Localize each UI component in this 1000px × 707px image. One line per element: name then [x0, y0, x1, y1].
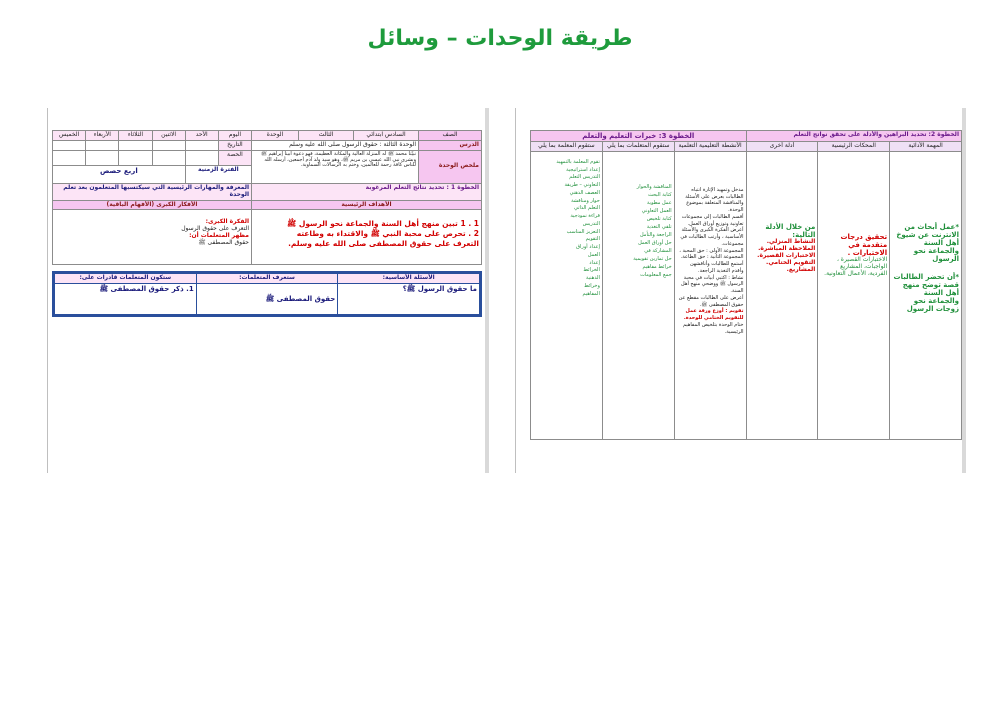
activity-0: مدخل وتمهيد الإثارة انتباه الطالبات بعرض على الأسئلة والمناقشة المتعلقة بموضوع الوحدة.	[685, 186, 744, 214]
activity-6: أعرض على الطالبات مقطع عن حقوق المصطفى ﷺ.	[678, 294, 744, 308]
criteria-cell	[818, 151, 890, 439]
learners-know-label: ستعرف المتعلمات:	[196, 274, 338, 284]
task-1: *عمل أبحاث من الانترنت عن شيوخ أهل السنة والجماعة نحو الرسول	[896, 222, 959, 264]
teacher-12: العمل	[587, 251, 600, 258]
evidence-0: النشاط المنزلي.	[766, 238, 816, 246]
header-activities: الأنشطة التعليمية التعلمية	[674, 142, 746, 152]
learner-7: حل أوراق العمل	[638, 239, 672, 246]
header-criteria: المحكات الرئيسية	[818, 142, 890, 152]
duration-label: الفترة الزمنية	[185, 166, 251, 183]
day-0: اليوم	[218, 131, 251, 141]
summary-text: نبيّنا محمد ﷺ له المنزلة العالية والمكانة العظيمة، فهو دعوة أبينا إبراهيم ﷺ وبشرى نبي الله عيسى بن مريم ﷺ، وهو سيد ولد آدم أجمعين، أرسله الله للناس كافة رحمة للعالمين، وختم به الرسالات السماوية.	[252, 150, 419, 183]
teacher-5: حوار ومناقشة	[571, 197, 600, 204]
period-label: الحصة	[218, 150, 251, 166]
day-2: الاثنين	[152, 131, 185, 141]
learner-0: المناقشة والحوار	[636, 183, 672, 190]
misconception-title: مظهر المتعلمات أن:	[189, 232, 249, 240]
class-label: الصف	[419, 131, 482, 141]
activity-8: ختام الوحدة بتلخيص المفاهيم الرئيسية.	[682, 321, 744, 335]
learners-cell	[602, 151, 674, 439]
week-label: الوحدة	[252, 131, 299, 141]
learner-9: حل تمارين تقويمية	[633, 255, 672, 262]
teacher-11: إعداد أوراق	[576, 244, 600, 251]
header-task: المهمة الأدائية	[890, 142, 962, 152]
teacher-16: وخرائط	[584, 282, 600, 289]
header-evidence: أدلة أخرى	[746, 142, 818, 152]
essential-questions-label: الأسئلة الأساسية:	[338, 274, 480, 284]
activity-4: أستمع للطالبات وأناقشهن وأقدم التغذية الراجعة.	[689, 261, 744, 274]
teacher-4: العصف الذهني	[569, 189, 600, 196]
teacher-1: إعداد استراتيجية	[566, 166, 600, 173]
goal-3: التعرف على حقوق المصطفى صلى الله عليه وسلم.	[288, 238, 479, 248]
left-sheet	[52, 130, 482, 317]
learner-6: الراجعة والتأمل	[640, 231, 672, 238]
evidence-cell	[746, 151, 818, 439]
learner-1: كتابة البحث	[648, 191, 672, 198]
teacher-13: إعداد	[589, 259, 600, 266]
learners-able-label: ستكون المتعلمات قادرات على:	[55, 274, 197, 284]
step3-label: الخطوة 3: خبرات التعليم والتعلم	[531, 131, 747, 142]
teacher-9: التعزيز المناسب	[566, 228, 600, 235]
learner-8: المشاركة في	[644, 247, 672, 254]
criteria-3: الفردية، الأعمال التعاونية.	[824, 269, 888, 277]
teacher-6: التعلم الذاتي	[573, 205, 600, 212]
summary-label: ملخص الوحدة	[419, 150, 482, 183]
learner-5: تلقي التغذية	[646, 223, 672, 230]
evidence-4: المشاريع.	[786, 265, 816, 273]
step2-label: الخطوة 2: تحديد البراهين والأدلة على تحقق نواتج التعلم	[746, 131, 961, 142]
criteria-2: الاختبارات القصيرة ، الواجبات، المشاريع	[836, 256, 888, 270]
right-table	[530, 130, 962, 440]
activity-1: أقسم الطالبات إلى مجموعات تعاونية وتوزيع أوراق العمل.	[681, 213, 744, 227]
left-page-shadow	[485, 108, 489, 473]
page-title: طريقة الوحدات – وسائل	[367, 26, 633, 51]
learner-4: كتابة تلخيص	[646, 215, 672, 222]
activity-3: المجموعة الأولى : حق المحبة ، المجموعة الثانية : حق الطاعة.	[679, 247, 744, 261]
class-value: السادس ابتدائي	[354, 131, 419, 141]
task-cell	[890, 151, 962, 439]
activities-cell	[674, 151, 746, 439]
evidence-3: التقويم الختامي.	[766, 258, 816, 266]
big-idea-text: التعرف على حقوق الرسول	[181, 225, 249, 233]
day-3: الثلاثاء	[119, 131, 152, 141]
teacher-14: الخرائط	[583, 267, 600, 274]
evidence-head: من خلال الأدلة التالية:	[765, 222, 816, 239]
lesson-label: الدرس	[419, 140, 482, 150]
learner-10: خرائط مفاهيم	[642, 263, 672, 270]
day-1: الأحد	[185, 131, 218, 141]
teacher-17: المفاهيم	[582, 290, 600, 297]
questions-table	[54, 273, 480, 315]
know-cell: حقوق المصطفى ﷺ	[196, 284, 338, 315]
header-teacher: ستقوم المعلمة بما يلي	[531, 142, 603, 152]
right-page-shadow	[962, 108, 966, 473]
big-idea-title: الفكرة الكبرى:	[205, 218, 249, 226]
big-ideas-label: الأفكار الكبرى (الأفهام الباقية)	[53, 200, 252, 210]
task-2: *أن تحضر الطالبات قصة توضح منهج أهل السنة والجماعة نحو زوجات الرسول	[893, 273, 959, 314]
learner-2: عمل مطوية	[647, 199, 672, 206]
right-sheet	[530, 130, 962, 440]
header-learners: ستقوم المتعلمات بما يلي	[602, 142, 674, 152]
day-4: الأربعاء	[86, 131, 119, 141]
teacher-15: الذهنية	[585, 275, 600, 282]
learner-11: جمع المعلومات	[640, 271, 672, 278]
activity-5: نشاط : اكتبي أبيات في محبة الرسول ﷺ ووضحي منهج أهل السنة.	[681, 274, 744, 295]
questions-frame	[52, 271, 482, 317]
knowledge-label: المعرفة والمهارات الرئيسية التي سيكتسبها المتعلمون بعد تعلم الوحدة	[53, 183, 252, 200]
activity-2: أعرض الفكرة الكبرى والأسئلة الأساسية ، وأرتب الطالبات في مجموعات.	[680, 227, 744, 247]
evidence-1: الملاحظة المباشرة.	[758, 244, 816, 252]
learner-3: العمل التعاوني	[641, 207, 672, 214]
lesson-value: الوحدة الثالثة : حقوق الرسول صلى الله عليه وسلم	[252, 140, 419, 150]
date-label: التاريخ	[218, 140, 251, 150]
teacher-8: التدريس	[582, 220, 600, 227]
criteria-1: تحقيق درجات متقدمة في الاختبارات .	[840, 232, 888, 258]
evidence-2: الاختبارات القصيرة.	[757, 251, 816, 259]
misconception-text: حقوق المصطفى ﷺ	[198, 239, 249, 247]
main-goals-label: الأهداف الرئيسية	[252, 200, 482, 210]
step1-label: الخطوة 1 : تحديد نتائج التعلم المرغوبة	[252, 183, 482, 200]
teacher-cell	[531, 151, 603, 439]
duration-value: اربع حصص	[53, 166, 186, 183]
teacher-0: تقوم المعلمة بالتمهيد	[556, 158, 600, 165]
able-cell: 1. ذكر حقوق المصطفى ﷺ	[55, 284, 197, 315]
teacher-10: التقويم	[585, 236, 600, 243]
big-ideas-cell	[53, 210, 252, 265]
left-header-table	[52, 130, 482, 265]
teacher-7: قراءة نموذجية	[570, 213, 600, 220]
goal-1: 1 . 1 تبين منهج أهل السنة والجماعة نحو الرسول ﷺ	[287, 219, 479, 229]
teacher-2: التدريس التعلم	[569, 174, 600, 181]
activity-7: تقويم : أوزع ورقة عمل للتقويم الختامي للوحدة.	[683, 308, 744, 322]
day-5: الخميس	[53, 131, 86, 141]
term-value: الثالث	[299, 131, 354, 141]
question-cell: ما حقوق الرسول ﷺ؟	[338, 284, 480, 315]
teacher-3: التعاوني – طريقة	[564, 182, 600, 189]
goal-2: 2 . تحرص على محبة النبي ﷺ والاقتداء به وطاعته	[296, 229, 479, 239]
goals-cell	[252, 210, 482, 265]
